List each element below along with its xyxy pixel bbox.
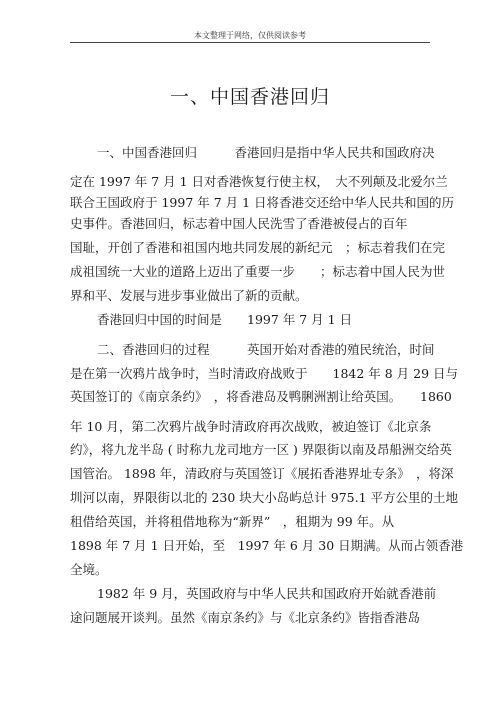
paragraph-line: 1982 年 9 月，英国政府与中华人民共和国政府开始就香港前	[97, 586, 437, 601]
paragraph-line: 租借给英国，并将租借地称为“新界” ，租期为 99 年。从	[70, 514, 395, 529]
paragraph-line: 联合王国政府于 1997 年 7 月 1 日将香港交还给中华人民共和国的历	[70, 195, 455, 210]
paragraph-line: 国耻，开创了香港和祖国内地共同发展的新纪元 ；标志着我们在完	[70, 240, 446, 255]
paragraph-line: 圳河以南，界限街以北的 230 块大小岛屿总计 975.1 平方公里的土地	[70, 490, 459, 505]
paragraph-line: 一、中国香港回归 香港回归是指中华人民共和国政府决	[97, 145, 435, 160]
paragraph-line: 约》，将九龙半岛 ( 时称九龙司地方一区 ) 界限街以南及昂船洲交给英	[70, 442, 452, 457]
paragraph-line: 成祖国统一大业的道路上迈出了重要一步 ；标志着中国人民为世	[70, 264, 446, 279]
paragraph-line: 途问题展开谈判。虽然《南京条约》与《北京条约》皆指香港岛	[70, 610, 421, 625]
paragraph-line: 英国签订的《南京条约》 ，将香港岛及鸭脷洲割让给英国。 1860	[70, 389, 452, 404]
paragraph-line: 定在 1997 年 7 月 1 日对香港恢复行使主权， 大不列颠及北爱尔兰	[70, 174, 448, 189]
paragraph-line: 香港回归中国的时间是 1997 年 7 月 1 日	[97, 312, 353, 327]
paragraph-line: 全境。	[70, 562, 108, 577]
header-note: 本文整理于网络，仅供阅读参考	[194, 31, 306, 40]
page-title: 一、中国香港回归	[169, 86, 330, 108]
header-rule	[70, 42, 430, 43]
paragraph-line: 史事件。香港回归，标志着中国人民洗雪了香港被侵占的百年	[70, 216, 408, 231]
paragraph-line: 国管治。 1898 年，清政府与英国签订《展拓香港界址专条》 ，将深	[70, 466, 454, 481]
paragraph-line: 是在第一次鸦片战争时，当时清政府战败于 1842 年 8 月 29 日与	[70, 366, 459, 381]
paragraph-line: 年 10 月，第二次鸦片战争时清政府再次战败，被迫签订《北京条	[70, 419, 432, 434]
paragraph-line: 二、香港回归的过程 英国开始对香港的殖民统治，时间	[97, 342, 435, 357]
paragraph-line: 界和平、发展与进步事业做出了新的贡献。	[70, 288, 308, 303]
paragraph-line: 1898 年 7 月 1 日开始，至 1997 年 6 月 30 日期满。从而占领香港	[70, 538, 464, 553]
